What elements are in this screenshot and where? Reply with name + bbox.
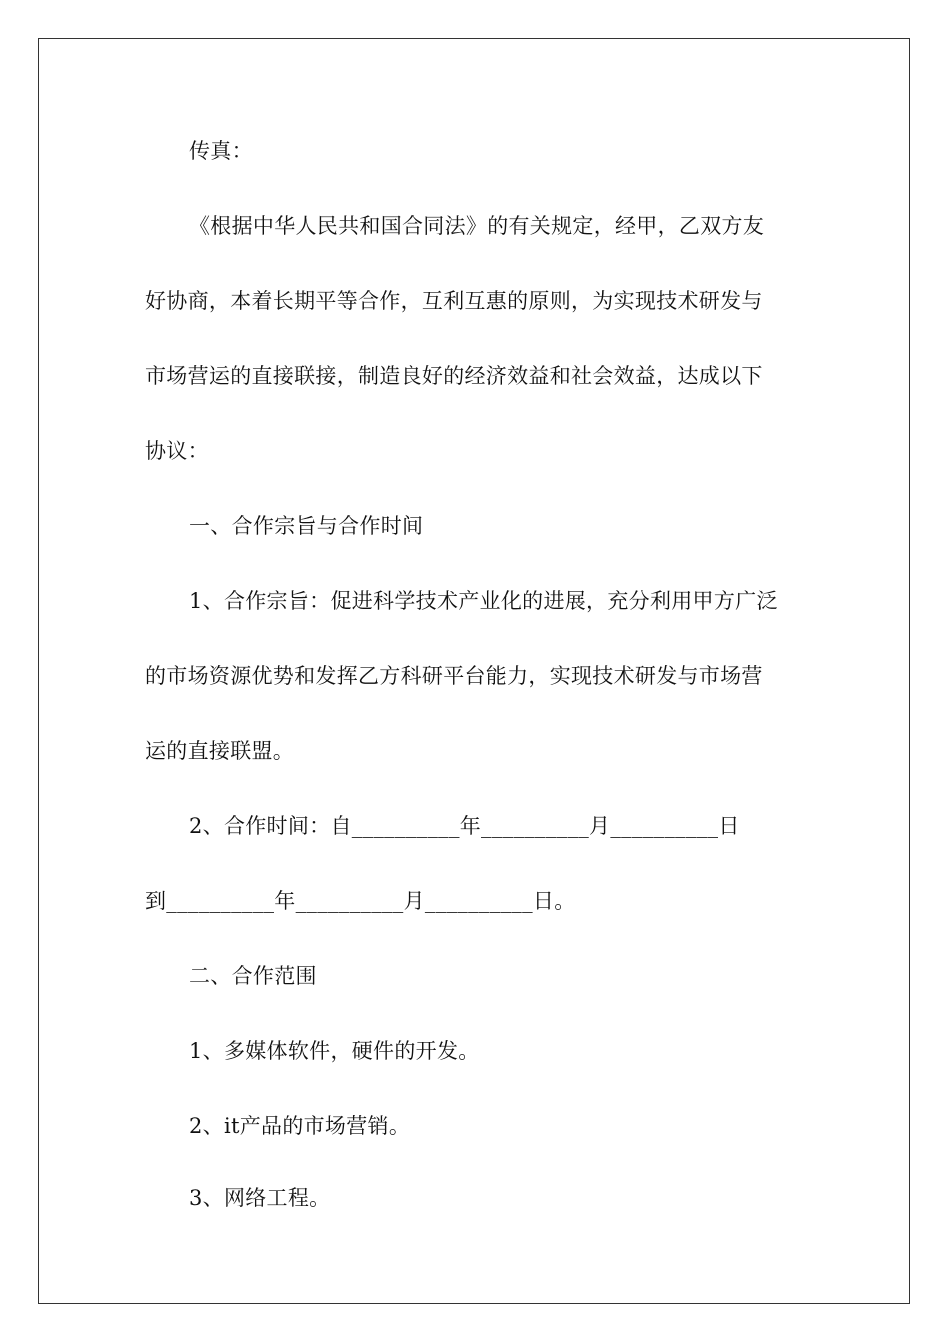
preamble-line-3: 市场营运的直接联接，制造良好的经济效益和社会效益，达成以下 (145, 364, 763, 388)
section-heading-2: 二、合作范围 (189, 964, 317, 988)
period-line-1: 2、合作时间：自__________年__________月__________日 (189, 814, 740, 838)
scope-item-2: 2、it产品的市场营销。 (189, 1114, 411, 1138)
scope-item-1: 1、多媒体软件，硬件的开发。 (189, 1039, 480, 1063)
period-line-2: 到__________年__________月__________日。 (145, 889, 576, 913)
scope-item-3: 3、网络工程。 (189, 1186, 331, 1210)
section-heading-1: 一、合作宗旨与合作时间 (189, 514, 424, 538)
fax-line: 传真： (189, 139, 253, 163)
purpose-line-3: 运的直接联盟。 (145, 739, 295, 763)
preamble-line-4: 协议： (145, 439, 209, 463)
preamble-line-2: 好协商，本着长期平等合作，互利互惠的原则，为实现技术研发与 (145, 289, 763, 313)
purpose-line-2: 的市场资源优势和发挥乙方科研平台能力，实现技术研发与市场营 (145, 664, 763, 688)
preamble-line-1: 《根据中华人民共和国合同法》的有关规定，经甲，乙双方友 (189, 214, 765, 238)
purpose-line-1: 1、合作宗旨：促进科学技术产业化的进展，充分利用甲方广泛 (189, 589, 778, 613)
